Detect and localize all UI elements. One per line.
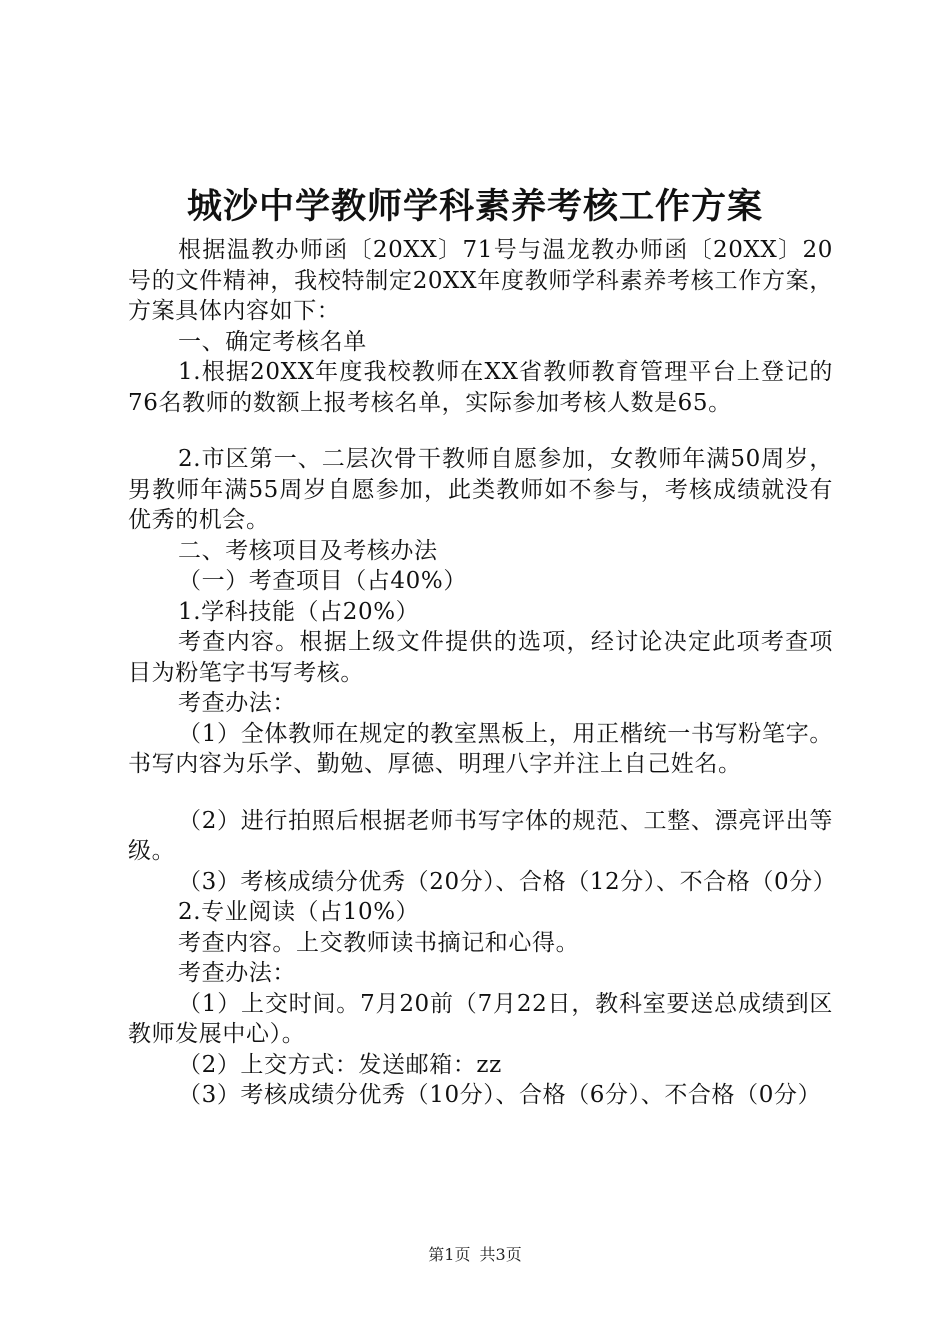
skills-method-2: （2）进行拍照后根据老师书写字体的规范、工整、漂亮评出等级。 [128,807,833,864]
page-footer [0,1243,950,1267]
intro-paragraph: 根据温教办师函〔20XX〕71号与温龙教办师函〔20XX〕20号的文件精神，我校特制定20XX年度教师学科素养考核工作方案，方案具体内容如下： [128,237,833,324]
skills-method-3: （3）考核成绩分优秀（20分）、合格（12分）、不合格（0分） [178,868,837,895]
document-title: 城沙中学教师学科素养考核工作方案 [186,186,763,227]
skills-content: 考查内容。根据上级文件提供的选项，经讨论决定此项考查项目为粉笔字书写考核。 [128,629,833,686]
document-body [128,235,837,1111]
reading-method-3: （3）考核成绩分优秀（10分）、合格（6分）、不合格（0分） [178,1082,822,1108]
skills-method-label: 考查办法： [178,690,296,716]
skills-method-1: （1）全体教师在规定的教室黑板上，用正楷统一书写粉笔字。书写内容为乐学、勤勉、厚德、明理八字并注上自己姓名。 [128,720,833,777]
page-total: 共3页 [479,1245,522,1264]
reading-method-2: （2）上交方式：发送邮箱：zz [178,1051,502,1078]
list-item-1: 1.根据20XX年度我校教师在XX省教师教育管理平台上登记的76名教师的数额上报考核名单，实际参加考核人数是65。 [128,359,833,416]
list-item-2: 2.市区第一、二层次骨干教师自愿参加，女教师年满50周岁，男教师年满55周岁自愿参加，此类教师如不参与，考核成绩就没有优秀的机会。 [128,446,833,533]
section-heading-1: 一、确定考核名单 [178,328,367,355]
reading-content: 考查内容。上交教师读书摘记和心得。 [178,929,580,956]
item-heading-reading: 2.专业阅读（占10%） [178,899,420,925]
page-number: 第1页 [428,1245,471,1264]
section-heading-2: 二、考核项目及考核办法 [178,537,438,564]
item-heading-skills: 1.学科技能（占20%） [178,598,420,625]
subsection-heading-1: （一）考查项目（占40%） [178,568,467,594]
reading-method-1: （1）上交时间。7月20前（7月22日，教科室要送总成绩到区教师发展中心）。 [128,990,833,1047]
reading-method-label: 考查办法： [178,960,296,986]
